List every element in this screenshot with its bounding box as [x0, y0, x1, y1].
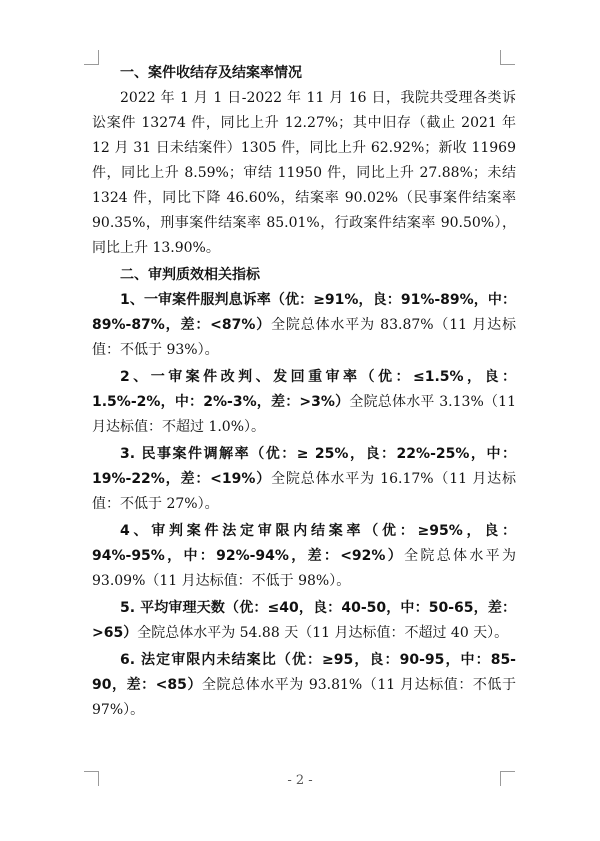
indicator-value-text: 全院总体水平为 83.87%（11 月达标值：不低于 93%）。 — [92, 317, 516, 358]
indicator-item-1 — [92, 288, 516, 363]
indicator-value-text: 全院总体水平为 93.09%（11 月达标值：不低于 98%）。 — [92, 548, 517, 589]
indicator-value-text: 全院总体水平为 93.81%（11 月达标值：不低于 97%）。 — [92, 677, 516, 718]
indicator-title: 4、审判案件法定审限内结案率（优：≥95%，良：94%-95%，中：92%-94%，差：<92%） — [92, 523, 516, 564]
indicator-item-5 — [92, 596, 516, 646]
section-1-paragraph: 2022 年 1 月 1 日-2022 年 11 月 16 日，我院共受理各类诉讼案件 13274 件，同比上升 12.27%；其中旧存（截止 2021 年 12 月 31 日未结案件）1305 件，同比上升 62.92%；新收 11969 件，同比上升 8.59%；审结 11950 件，同比上升 27.88%；未结 1324 件，同比下降 46.60%，结案率 90.02%（民事案件结案率 90.35%，刑事案件结案率 85.01%，行政案件结案率 90.50%），同比上升 13.90%。 — [92, 90, 516, 256]
indicator-title: 3. 民事案件调解率（优：≥ 25%，良：22%-25%，中：19%-22%，差：<19%） — [92, 446, 516, 487]
page-number: - 2 - — [287, 773, 313, 788]
indicator-value-text: 全院总体水平 3.13%（11 月达标值：不超过 1.0%）。 — [92, 394, 516, 435]
indicator-item-3 — [92, 442, 516, 517]
indicator-value-text: 全院总体水平为 54.88 天（11 月达标值：不超过 40 天）。 — [137, 625, 509, 641]
indicator-value-text: 全院总体水平为 16.17%（11 月达标值：不低于 27%）。 — [92, 471, 516, 512]
indicator-item-2 — [92, 365, 516, 440]
indicator-title: 1、一审案件服判息诉率（优：≥91%，良：91%-89%，中：89%-87%，差：<87%） — [92, 292, 516, 333]
section-heading-2: 二、审判质效相关指标 — [120, 267, 260, 283]
indicator-title: 2、一审案件改判、发回重审率（优：≤1.5%，良：1.5%-2%，中：2%-3%，差：>3%） — [92, 369, 516, 410]
document-body — [92, 61, 516, 723]
section-heading-1: 一、案件收结存及结案率情况 — [120, 65, 302, 81]
indicator-item-6 — [92, 648, 516, 723]
indicator-item-4 — [92, 519, 516, 594]
indicator-title: 6. 法定审限内未结案比（优：≥95，良：90-95，中：85-90，差：<85） — [92, 652, 516, 693]
indicator-title: 5. 平均审理天数（优：≤40，良：40-50，中：50-65，差：>65） — [92, 600, 516, 641]
